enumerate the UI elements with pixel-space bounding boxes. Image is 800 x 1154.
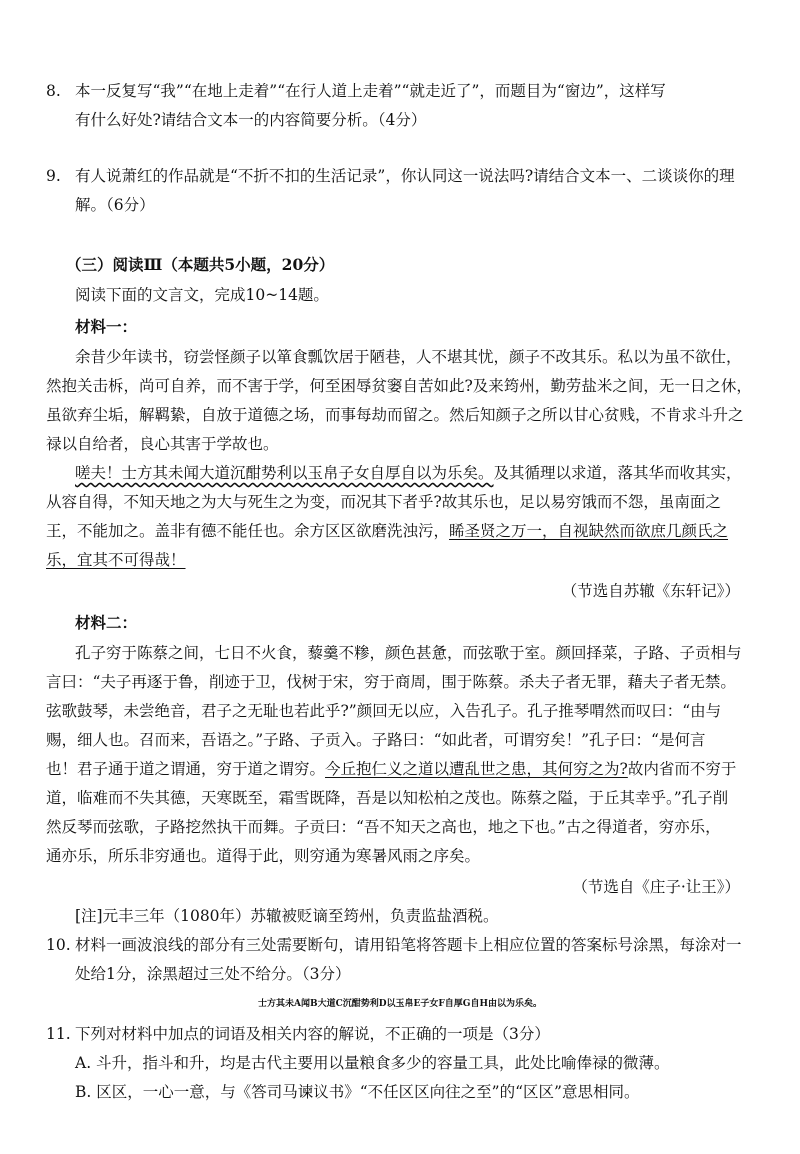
underlined-sentence: 乐，宜其不可得哉！ [46,551,186,569]
question-9-number: 9. [46,167,61,185]
question-9-line-2: 解。（6分） [75,196,155,214]
question-10-number: 10. [46,936,71,954]
material-1-line: 余昔少年读书，窃尝怪颜子以箪食瓢饮居于陋巷，人不堪其忧，颜子不改其乐。私以为虽不欲仕， [75,348,742,366]
material-2-line: 道，临难而不失其德，天寒既至，霜雪既降，吾是以知松柏之茂也。陈蔡之隘，于丘其幸乎。”孔子削 [46,789,729,807]
question-11-number: 11. [46,1025,71,1043]
question-8-line-1: 本一反复写“我”“在地上走着”“在行人道上走着”“就走近了”，而题目为“窗边”，这样写 [75,82,666,100]
material-2-line: 然反琴而弦歌，子路挖然执干而舞。子贡曰：“吾不知天之高也，地之下也。”古之得道者，穷亦乐， [46,818,721,836]
material-1-label: 材料一： [75,317,138,336]
question-9-line-1: 有人说萧红的作品就是“不折不扣的生活记录”，你认同这一说法吗?请结合文本一、二谈谈你的理 [75,167,735,185]
material-1-line [46,520,728,542]
question-8-line-2: 有什么好处?请结合文本一的内容简要分析。（4分） [75,111,427,129]
material-2-line: 孔子穷于陈蔡之间，七日不火食，藜羹不糁，颜色甚惫，而弦歌于室。颜回择菜，子路、子贡相与 [75,644,742,662]
material-2-text: 也！君子通于道之谓通，穷于道之谓穷。 [46,760,326,778]
material-2-line [46,758,736,780]
material-2-line: 弦歌鼓琴，未尝绝音，君子之无耻也若此乎?”颜回无以应，入告孔子。孔子推琴喟然而叹曰：“由与 [46,702,722,720]
material-1-text: 及其循理以求道，落其华而收其实， [493,464,742,482]
wavy-underlined-sentence: 嗟夫！士方其未闻大道沉酣势利以玉帛子女自厚自以为乐矣。 [75,464,494,482]
material-2-line: 赐，细人也。召而来，吾语之。”子路、子贡入。子路曰：“如此者，可谓穷矣！”孔子曰：“是何言 [46,731,706,749]
material-2-line: 言曰：“夫子再逐于鲁，削迹于卫，伐树于宋，穷于商周，围于陈蔡。杀夫子者无罪，藉夫子者无禁。 [46,673,736,691]
material-2-label: 材料二： [75,613,138,632]
material-1-line: 从容自得，不知天地之为大与死生之为变，而况其下者乎?故其乐也，足以易穷饿而不怨，虽南面之 [46,493,721,511]
material-2-source: （节选自《庄子·让王》） [572,878,740,896]
underlined-sentence: 睎圣贤之万一，自视缺然而欲庶几颜氏之 [449,522,729,540]
material-1-line: 然抱关击柝，尚可自养，而不害于学，何至困辱贫窭自苦如此?及来筠州，勤劳盐米之间，无一日之休， [46,377,752,395]
question-10-options: 士方其未A闻B大道C沉酣势利D以玉帛E子女F自厚G自H由以为乐矣。 [258,999,542,1009]
section-instruction: 阅读下面的文言文，完成10~14题。 [75,286,329,304]
material-1-line [75,462,742,484]
material-1-source: （节选自苏辙《东轩记》） [561,582,740,600]
question-10-line-1: 材料一画波浪线的部分有三处需要断句，请用铅笔将答题卡上相应位置的答案标号涂黑，每涂对一 [75,936,742,954]
question-11-option-a: A. 斗升，指斗和升，均是古代主要用以量粮食多少的容量工具，此处比喻俸禄的微薄。 [75,1054,670,1072]
question-11-option-b: B. 区区，一心一意，与《答司马谏议书》“不任区区向往之至”的“区区”意思相同。 [75,1083,640,1101]
section-heading: （三）阅读Ⅲ（本题共5小题，20分） [66,255,335,274]
question-8-number: 8. [46,82,61,100]
question-10-line-2: 处给1分，涂黑超过三处不给分。（3分） [75,965,351,983]
material-1-text: 王，不能加之。盖非有德不能任也。余方区区欲磨洗浊污， [46,522,450,540]
material-1-line [46,549,186,571]
underlined-sentence: 今丘抱仁义之道以遭乱世之患，其何穷之为? [325,760,628,778]
material-1-line: 禄以自给者，良心其害于学故也。 [46,435,279,453]
question-11-stem: 下列对材料中加点的词语及相关内容的解说，不正确的一项是（3分） [75,1025,550,1043]
material-2-line: 通亦乐，所乐非穷通也。道得于此，则穷通为寒暑风雨之序矣。 [46,847,481,865]
material-2-text: 故内省而不穷于 [627,760,737,778]
footnote: [注]元丰三年（1080年）苏辙被贬谪至筠州，负责监盐酒税。 [75,907,499,925]
material-1-line: 虽欲弃尘垢，解羁絷，自放于道德之场，而事每劫而留之。然后知颜子之所以甘心贫贱，不肯求斗升之 [46,406,744,424]
